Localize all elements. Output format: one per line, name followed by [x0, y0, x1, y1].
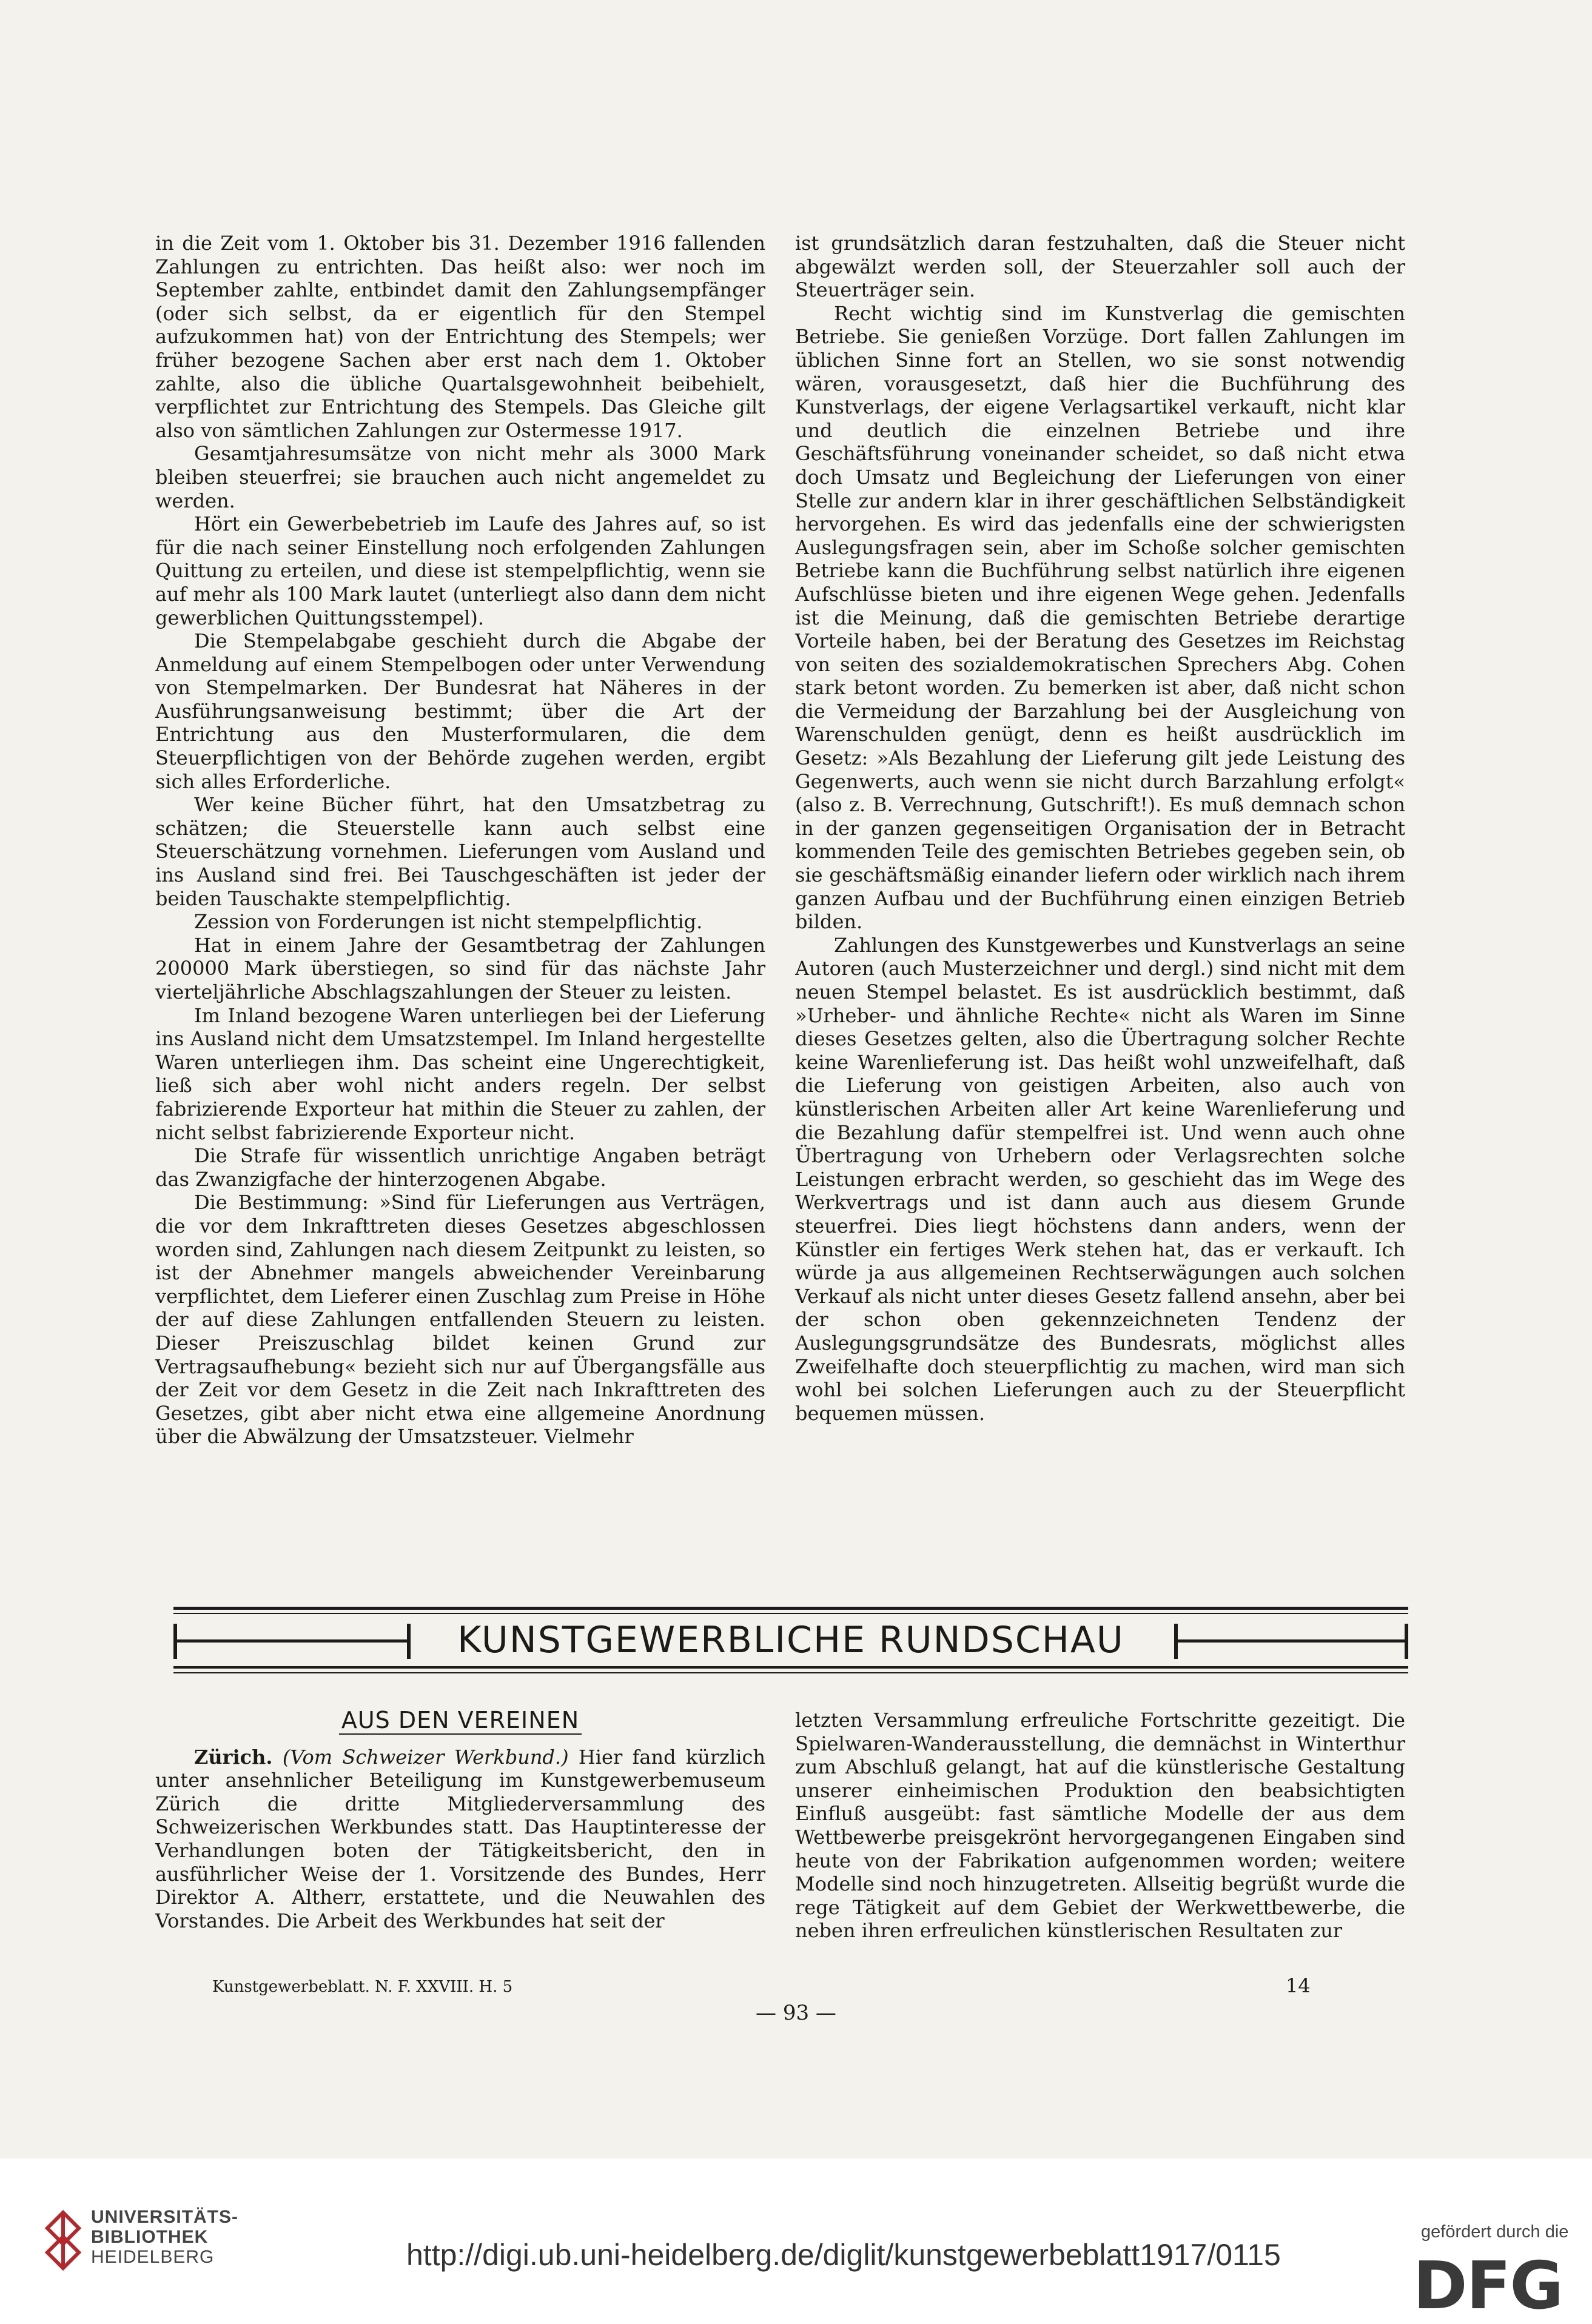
paragraph: Die Strafe für wissentlich unrichtige Angaben beträgt das Zwanzigfache der hinterzogenen Abgabe.: [155, 1144, 765, 1191]
paragraph: Zahlungen des Kunstgewerbes und Kunstverlags an seine Autoren (auch Musterzeichner und dergl.) sind nicht mit dem neuen Stempel belastet. Es ist ausdrücklich bestimmt, daß »Urheber- und ähnliche Rechte« nicht als Waren im Sinne dieses Gesetzes gelten, also die Übertragung solcher Rechte keine Warenlieferung ist. Das heißt wohl unzweifelhaft, daß die Lieferung von geistigen Arbeiten, also auch von künstlerischen Arbeiten aller Art keine Warenlieferung und die Bezahlung dafür stempelfrei ist. Und wenn auch ohne Übertragung von Urhebern oder Verlagsrechten solche Leistungen erbracht werden, so geschieht das im Wege des Werkvertrags und ist dann auch aus diesem Grunde steuerfrei. Dies liegt höchstens dann anders, wenn der Künstler ein fertiges Werk stehen hat, das er verkauft. Ich würde ja aus allgemeinen Rechtserwägungen auch solchen Verkauf als nicht unter dieses Gesetz fallend ansehn, aber bei der schon oben gekennzeichneten Tendenz der Auslegungsgrundsätze des Bundesrats, möglichst alles Zweifelhafte doch steuerpflichtig zu machen, wird man sich wohl bei solchen Lieferungen auch zu der Steuerpflicht bequemen müssen.: [795, 933, 1405, 1425]
ub-heidelberg-logo-icon: [45, 2210, 81, 2271]
header-line-right: [1174, 1639, 1408, 1643]
article-column-bottom-left: [155, 1709, 765, 1932]
header-line-left: [173, 1639, 407, 1643]
header-bar-right-outer: [1405, 1624, 1408, 1659]
paragraph: in die Zeit vom 1. Oktober bis 31. Dezember 1916 fallenden Zahlungen zu entrichten. Das heißt also: wer noch im September zahlte, entbindet damit den Zahlungsempfänger (oder sich selbst, da er eigentlich für den Stempel aufzukommen hat) von der Entrichtung des Stempels; wer früher bezogene Sachen aber erst nach dem 1. Oktober zahlte, also die übliche Quartalsgewohnheit beibehielt, verpflichtet zur Entrichtung des Stempels. Das Gleiche gilt also von sämtlichen Zahlungen zur Ostermesse 1917.: [155, 232, 765, 442]
zurich-paragraph: [155, 1746, 765, 1933]
article-column-top-right: [795, 232, 1405, 1425]
paragraph: Im Inland bezogene Waren unterliegen bei der Lieferung ins Ausland nicht dem Umsatzstempel. Im Inland hergestellte Waren unterliegen ihm. Das scheint eine Ungerechtigkeit, ließ sich aber wohl nicht anders regeln. Der selbst fabrizierende Exporteur hat mithin die Steuer zu zahlen, der nicht selbst fabrizierende Exporteur nicht.: [155, 1003, 765, 1144]
permalink-url[interactable]: http://digi.ub.uni-heidelberg.de/diglit/kunstgewerbeblatt1917/0115: [406, 2238, 1281, 2272]
paragraph: Die Stempelabgabe geschieht durch die Abgabe der Anmeldung auf einem Stempelbogen oder unter Verwendung von Stempelmarken. Der Bundesrat hat Näheres in der Ausführungsanweisung bestimmt; über die Art der Entrichtung aus den Musterformularen, die dem Steuerpflichtigen von der Behörde zugehen werden, ergibt sich alles Erforderliche.: [155, 629, 765, 793]
funding-caption: gefördert durch die: [1421, 2222, 1569, 2242]
journal-signature: Kunstgewerbeblatt. N. F. XXVIII. H. 5: [212, 1978, 513, 1996]
header-rule-top: [173, 1607, 1408, 1610]
zurich-text: Hier fand kürzlich unter ansehnlicher Beteiligung im Kunstgewerbemuseum Zürich die dritte Mitgliederversammlung des Schweizerischen Werkbundes statt. Das Hauptinteresse der Verhandlungen boten der Tätigkeitsbericht, den in ausführlicher Weise der 1. Vorsitzende des Bundes, Herr Direktor A. Altherr, erstattete, und die Neuwahlen des Vorstandes. Die Arbeit des Werkbundes hat seit der: [155, 1745, 766, 1932]
sheet-number: 14: [1286, 1974, 1311, 1997]
lead-city: Zürich.: [194, 1745, 273, 1769]
paragraph: Recht wichtig sind im Kunstverlag die gemischten Betriebe. Sie genießen Vorzüge. Dort fallen Zahlungen im üblichen Sinne fort an Stellen, wo sie sonst notwendig wären, vorausgesetzt, daß hier die Buchführung des Kunstverlags, der eigene Verlagsartikel verkauft, nicht klar und deutlich die einzelnen Betriebe und ihre Geschäftsführung voneinander scheidet, so daß nicht etwa doch Umsatz und Begleichung der Lieferungen von einer Stelle zur andern klar in ihrer geschäftlichen Selbständigkeit hervorgehen. Es wird das jedenfalls eine der schwierigsten Auslegungsfragen sein, aber im Schoße solcher gemischten Betriebe kann die Buchführung selbst natürlich ihre eigenen Aufschlüsse bieten und ihre eigenen Wege gehen. Jedenfalls ist die Meinung, daß die gemischten Betriebe derartige Vorteile haben, bei der Beratung des Gesetzes im Reichstag von seiten des sozialdemokratischen Sprechers Abg. Cohen stark betont worden. Zu bemerken ist aber, daß nicht schon die Vermeidung der Barzahlung bei der Ausgleichung von Warenschulden genügt, denn es heißt ausdrücklich im Gesetz: »Als Bezahlung der Lieferung gilt jede Leistung des Gegenwerts, auch wenn sie nicht durch Barzahlung erfolgt« (also z. B. Verrechnung, Gutschrift!). Es muß demnach schon in der ganzen gegenseitigen Organisation der in Betracht kommenden Teile des gemischten Betriebes gegeben sein, ob sie geschäftsmäßig einander liefern oder wirklich nach ihrem ganzen Aufbau und der Buchführung einen einzigen Betrieb bilden.: [795, 301, 1405, 934]
article-column-top-left: [155, 232, 765, 1448]
header-bar-left-inner: [407, 1624, 411, 1659]
header-rule-top-thin: [173, 1613, 1408, 1614]
sub-heading: AUS DEN VEREINEN: [155, 1709, 765, 1732]
paragraph: Hört ein Gewerbebetrieb im Laufe des Jahres auf, so ist für die nach seiner Einstellung noch erfolgenden Zahlungen Quittung zu erteilen, und diese ist stempelpflichtig, wenn sie auf mehr als 100 Mark lautet (unterliegt also dann dem nicht gewerblichen Quittungsstempel).: [155, 512, 765, 629]
paragraph: Hat in einem Jahre der Gesamtbetrag der Zahlungen 200000 Mark überstiegen, so sind für das nächste Jahr vierteljährliche Abschlagszahlungen der Steuer zu leisten.: [155, 933, 765, 1003]
section-title: KUNSTGEWERBLICHE RUNDSCHAU: [457, 1619, 1124, 1661]
paragraph: Die Bestimmung: »Sind für Lieferungen aus Verträgen, die vor dem Inkrafttreten dieses Gesetzes abgeschlossen worden sind, Zahlungen nach diesem Zeitpunkt zu leisten, so ist der Abnehmer mangels abweichender Vereinbarung verpflichtet, dem Lieferer einen Zuschlag zum Preise in Höhe der auf diese Zahlungen entfallenden Steuern zu leisten. Dieser Preiszuschlag bildet keinen Grund zur Vertragsaufhebung« bezieht sich nur auf Übergangsfälle aus der Zeit vor dem Gesetz in die Zeit nach Inkrafttreten des Gesetzes, gibt aber nicht etwa eine allgemeine Anordnung über die Abwälzung der Umsatzsteuer. Vielmehr: [155, 1191, 765, 1448]
paragraph: Gesamtjahresumsätze von nicht mehr als 3000 Mark bleiben steuerfrei; sie brauchen auch nicht angemeldet zu werden.: [155, 442, 765, 512]
section-header-frame: [173, 1607, 1408, 1673]
page-number: — 93 —: [756, 2001, 836, 2025]
header-rule-bottom: [173, 1672, 1408, 1673]
library-name: UNIVERSITÄTS- BIBLIOTHEK HEIDELBERG: [91, 2207, 239, 2267]
paragraph: Zession von Forderungen ist nicht stempelpflichtig.: [194, 910, 703, 934]
article-column-bottom-right: [795, 1709, 1405, 1943]
continuation-paragraph: letzten Versammlung erfreuliche Fortschritte gezeitigt. Die Spielwaren-Wanderausstellung, die demnächst in Winterthur zum Abschluß gelangt, hat auf die künstlerische Gestaltung unserer einheimischen Produktion den beabsichtigten Einfluß ausgeübt: fast sämtliche Modelle der aus dem Wettbewerbe preisgekrönt hervorgegangenen Eingaben sind heute von der Fabrikation aufgenommen worden; weitere Modelle sind noch hinzugetreten. Allseitig begrüßt wurde die rege Tätigkeit auf dem Gebiet der Werkwettbewerbe, die neben ihren erfreulichen künstlerischen Resultaten zur: [795, 1709, 1405, 1943]
lead-source: (Vom Schweizer Werkbund.): [282, 1745, 569, 1769]
header-rule-bottom-thick: [173, 1666, 1408, 1669]
dfg-logo: DFG: [1413, 2248, 1563, 2324]
paragraph: ist grundsätzlich daran festzuhalten, daß die Steuer nicht abgewälzt werden soll, der Steuerzahler soll auch der Steuerträger sein.: [795, 232, 1405, 302]
digitization-bar: [0, 2158, 1592, 2324]
paragraph: Wer keine Bücher führt, hat den Umsatzbetrag zu schätzen; die Steuerstelle kann auch selbst eine Steuerschätzung vornehmen. Lieferungen vom Ausland und ins Ausland sind frei. Bei Tauschgeschäften ist jeder der beiden Tauschakte stempelpflichtig.: [155, 793, 765, 910]
